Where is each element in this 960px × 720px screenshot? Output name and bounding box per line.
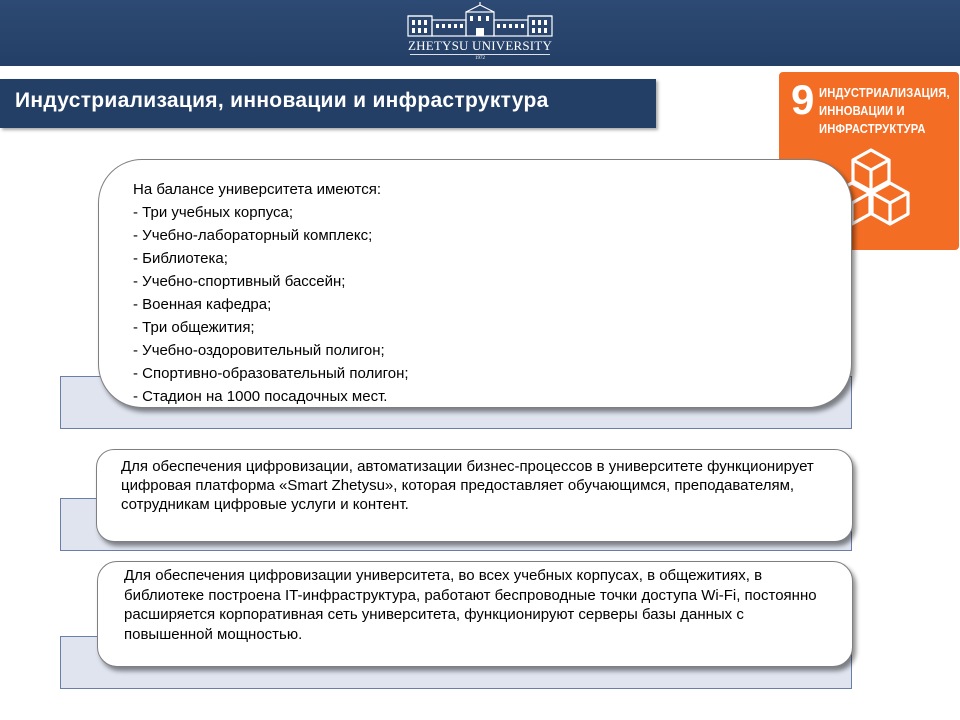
list-item: - Библиотека; xyxy=(133,250,228,267)
sdg-label-line: ИННОВАЦИИ И xyxy=(819,103,905,118)
university-logo xyxy=(400,2,560,66)
facilities-list xyxy=(133,178,409,408)
logo-divider xyxy=(410,54,550,55)
sdg-label-line: ИНФРАСТРУКТУРА xyxy=(819,121,926,136)
list-item: - Три общежития; xyxy=(133,319,255,336)
sdg-label-line: ИНДУСТРИАЛИЗАЦИЯ, xyxy=(819,85,950,100)
facilities-intro: На балансе университета имеются: xyxy=(133,181,382,198)
list-item: - Стадион на 1000 посадочных мест. xyxy=(133,388,388,405)
digital-platform-card xyxy=(96,449,853,542)
list-item: - Учебно-лабораторный комплекс; xyxy=(133,227,373,244)
it-infrastructure-text: Для обеспечения цифровизации университета, во всех учебных корпусах, в общежитиях, в библиотеке построена IT-инфраструктура, работают беспроводные точки доступа Wi-Fi, постоянно расширяется корпоративная сеть университета, функционируют серверы базы данных с повышенной мощностью. xyxy=(124,567,817,643)
sdg-label xyxy=(819,84,950,138)
header-band xyxy=(0,0,960,66)
list-item: - Учебно-оздоровительный полигон; xyxy=(133,342,385,359)
university-name: ZHETYSU UNIVERSITY xyxy=(407,38,553,53)
sdg-number: 9 xyxy=(791,76,815,123)
slide-title: Индустриализация, инновации и инфраструктура xyxy=(15,89,549,112)
slide-title-bar xyxy=(0,79,656,128)
facilities-card xyxy=(98,159,852,408)
it-infrastructure-card xyxy=(97,561,853,667)
founded-year: 1972 xyxy=(475,56,485,61)
university-building-icon xyxy=(405,2,555,38)
list-item: - Военная кафедра; xyxy=(133,296,272,313)
list-item: - Три учебных корпуса; xyxy=(133,204,294,221)
digital-platform-text: Для обеспечения цифровизации, автоматизации бизнес-процессов в университете функционирует цифровая платформа «Smart Zhetysu», которая предоставляет обучающимся, преподавателям, сотрудникам цифровые услуги и контент. xyxy=(121,458,814,513)
list-item: - Спортивно-образовательный полигон; xyxy=(133,365,409,382)
list-item: - Учебно-спортивный бассейн; xyxy=(133,273,346,290)
